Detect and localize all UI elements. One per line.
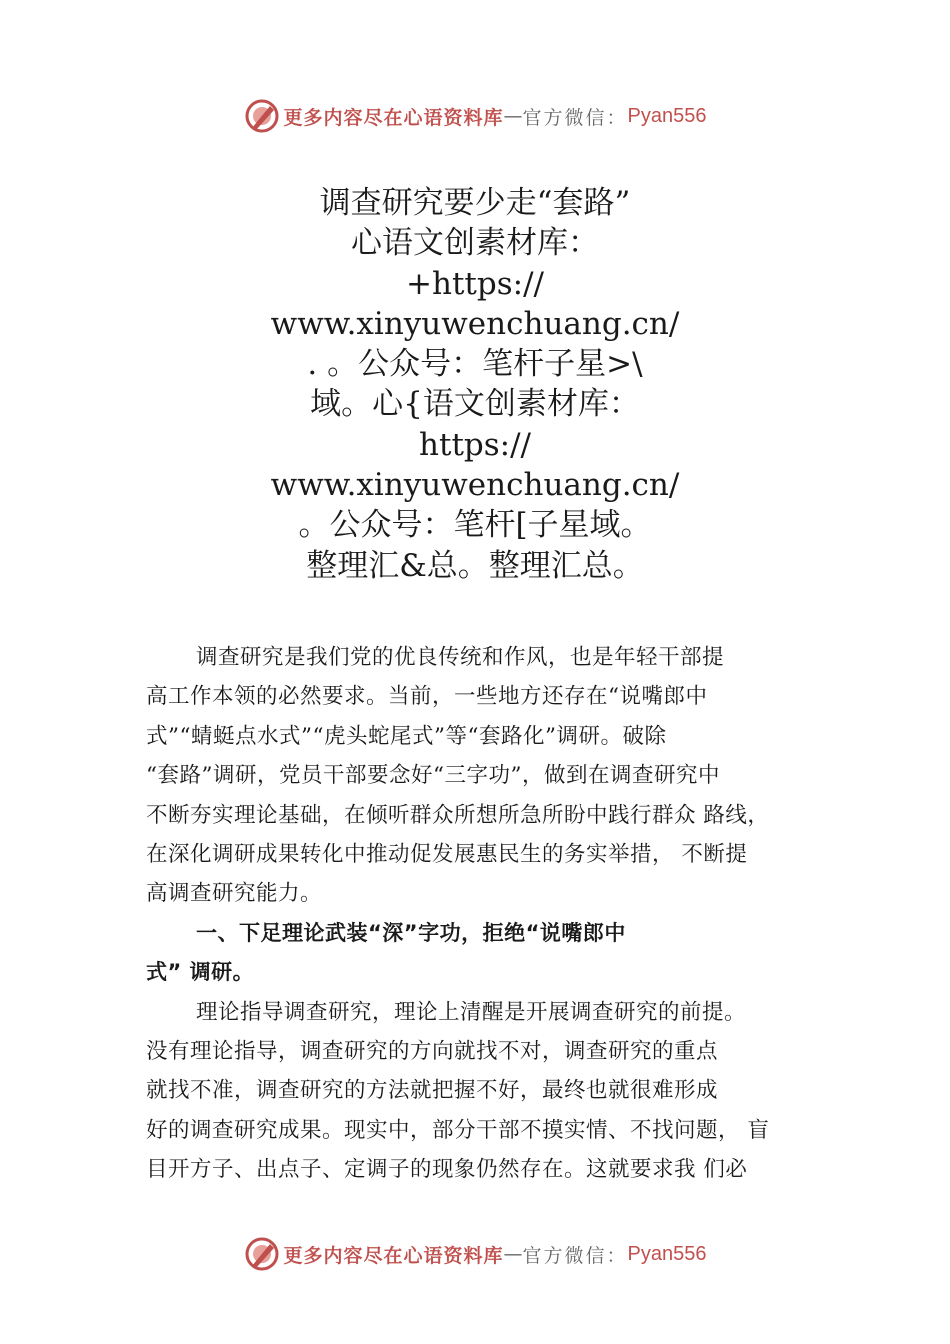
pen-logo-icon bbox=[244, 1236, 280, 1272]
banner-slogan: 更多内容尽在心语资料库 bbox=[283, 1244, 504, 1267]
body-line: 理论指导调查研究，理论上清醒是开展调查研究的前提。 bbox=[196, 999, 747, 1025]
body-line: 就找不准，调查研究的方法就把握不好，最终也就很难形成 bbox=[146, 1078, 719, 1104]
body-line: 好的调查研究成果。现实中，部分干部不摸实情、不找问题， 盲 bbox=[146, 1117, 770, 1143]
title-line: 。公众号：笔杆[子星域。 bbox=[298, 507, 652, 544]
title-line: www.xinyuwenchuang.cn/ bbox=[270, 467, 680, 504]
section-heading-cont: 式” 调研。 bbox=[146, 960, 255, 985]
title-line: 心语文创素材库： bbox=[351, 225, 599, 262]
document-body bbox=[146, 638, 836, 1189]
title-line: +https:// bbox=[406, 265, 544, 302]
body-line: 没有理论指导，调查研究的方向就找不对，调查研究的重点 bbox=[146, 1038, 719, 1064]
banner-wechat-label: 官方微信： bbox=[522, 1244, 628, 1267]
banner-wechat-id: Pyan556 bbox=[627, 1242, 707, 1265]
body-line: 式”“蜻蜓点水式”“虎头蛇尾式”等“套路化”调研。破除 bbox=[146, 723, 667, 749]
body-line: 高调查研究能力。 bbox=[146, 881, 323, 907]
title-line: . 。公众号：笔杆子星>\ bbox=[307, 346, 643, 383]
title-line: 域。心{语文创素材库： bbox=[310, 386, 640, 423]
banner-separator: — bbox=[503, 105, 523, 127]
title-line: 整理汇&总。整理汇总。 bbox=[306, 547, 644, 584]
banner-slogan: 更多内容尽在心语资料库 bbox=[283, 106, 504, 129]
banner-wechat-id: Pyan556 bbox=[627, 104, 707, 127]
header-banner bbox=[0, 94, 950, 138]
body-line: 调查研究是我们党的优良传统和作风，也是年轻干部提 bbox=[196, 645, 725, 670]
title-line: https:// bbox=[419, 426, 531, 463]
pen-logo-icon bbox=[244, 98, 280, 134]
banner-separator: — bbox=[503, 1243, 523, 1265]
body-line: “套路”调研，党员干部要念好“三字功”，做到在调查研究中 bbox=[146, 763, 720, 789]
title-line: 调查研究要少走“套路” bbox=[319, 185, 631, 221]
banner-wechat-label: 官方微信： bbox=[522, 106, 628, 129]
body-line: 不断夯实理论基础，在倾听群众所想所急所盼中践行群众 路线， bbox=[146, 802, 770, 828]
body-line: 目开方子、出点子、定调子的现象仍然存在。这就要求我 们必 bbox=[146, 1157, 748, 1183]
footer-banner bbox=[0, 1232, 950, 1276]
body-line: 高工作本领的必然要求。当前，一些地方还存在“说嘴郎中 bbox=[146, 684, 708, 710]
document-title bbox=[200, 183, 750, 586]
section-heading: 一、下足理论武装“深”字功，拒绝“说嘴郎中 bbox=[196, 920, 626, 945]
body-line: 在深化调研成果转化中推动促发展惠民生的务实举措， 不断提 bbox=[146, 841, 748, 867]
title-line: www.xinyuwenchuang.cn/ bbox=[270, 305, 680, 342]
